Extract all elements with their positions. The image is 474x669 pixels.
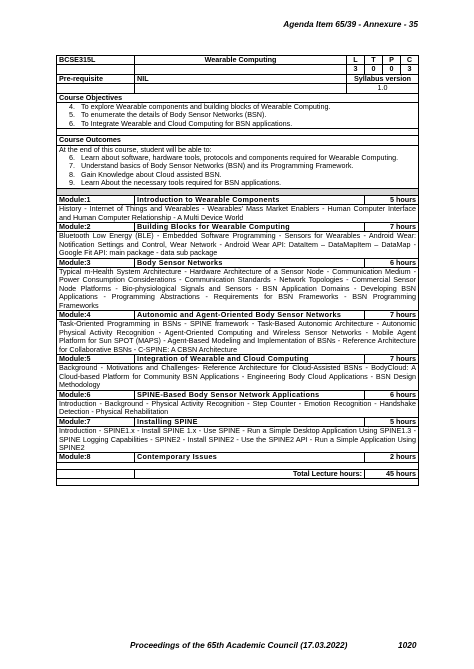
module-content-row bbox=[57, 205, 419, 223]
outcomes-heading-row bbox=[57, 136, 419, 145]
module-content-row bbox=[57, 427, 419, 453]
module-header-row bbox=[57, 355, 419, 364]
module-label: Module:2 bbox=[57, 222, 135, 231]
module-header-row bbox=[57, 258, 419, 267]
syllabus-table bbox=[56, 55, 419, 486]
module-title: SPINE-Based Body Sensor Network Applications bbox=[135, 390, 365, 399]
module-content-row bbox=[57, 232, 419, 258]
objectives-row bbox=[57, 103, 419, 129]
module-hours: 5 hours bbox=[365, 195, 419, 204]
module-hours: 7 hours bbox=[365, 310, 419, 319]
module-hours: 7 hours bbox=[365, 355, 419, 364]
syllabus-version-label: Syllabus version bbox=[347, 74, 419, 83]
page-header: Agenda Item 65/39 - Annexure - 35 bbox=[283, 19, 418, 29]
module-label: Module:7 bbox=[57, 417, 135, 426]
syllabus-version-value: 1.0 bbox=[347, 84, 419, 93]
objective-item: 6. To Integrate Wearable and Cloud Computing for BSN applications. bbox=[69, 118, 293, 128]
ltpc-label-t: T bbox=[365, 56, 383, 65]
module-title: Installing SPINE bbox=[135, 417, 365, 426]
outcomes-list bbox=[59, 154, 416, 188]
objectives-list bbox=[59, 103, 416, 128]
prereq-row bbox=[57, 74, 419, 83]
footer-page-number: 1020 bbox=[398, 640, 417, 650]
ltpc-label-c: C bbox=[401, 56, 419, 65]
module-title: Contemporary Issues bbox=[135, 453, 365, 462]
objective-item: 5. To enumerate the details of Body Sensor Networks (BSN). bbox=[69, 110, 267, 120]
module-hours: 6 hours bbox=[365, 390, 419, 399]
ltpc-value-c: 3 bbox=[401, 65, 419, 74]
module-content: Task-Oriented Programming in BSNs - SPINE framework - Task-Based Autonomic Architecture - Autonomic Physical Activity Recognition - Agent-Oriented Computing and Wireless Sensor Networks - Mobile Agent Platform for Sun SPOT (MAPS) - Agent-Based Modeling and Implementation of BSNs - Reference Architecture for Collaborative BSNs - C-SPINE: A CBSN Architecture bbox=[57, 320, 419, 355]
module-title: Building Blocks for Wearable Computing bbox=[135, 222, 365, 231]
course-title: Wearable Computing bbox=[135, 56, 347, 65]
prereq-label: Pre-requisite bbox=[57, 74, 135, 83]
ltpc-value-p: 0 bbox=[383, 65, 401, 74]
course-header-row bbox=[57, 56, 419, 65]
module-hours: 6 hours bbox=[365, 258, 419, 267]
module-header-row bbox=[57, 453, 419, 462]
module-title: Introduction to Wearable Components bbox=[135, 195, 365, 204]
outcome-item: 6. Learn about software, hardware tools, protocols and components required for Wearable Computing. bbox=[69, 153, 399, 163]
module-content: Background - Motivations and Challenges- Reference Architecture for Cloud-Assisted BSNs - BodyCloud: A Cloud-based Platform for Community BSN Applications - Engineering Body Cloud Applications - BSN Design Methodology bbox=[57, 364, 419, 390]
outcome-item: 7. Understand basics of Body Sensor Networks (BSN) and its Programming Framework. bbox=[69, 161, 354, 171]
module-hours: 2 hours bbox=[365, 453, 419, 462]
module-label: Module:5 bbox=[57, 355, 135, 364]
ltpc-value-l: 3 bbox=[347, 65, 365, 74]
module-title: Body Sensor Networks bbox=[135, 258, 365, 267]
module-header-row bbox=[57, 417, 419, 426]
outcomes-list-cell bbox=[57, 145, 419, 188]
module-title: Autonomic and Agent-Oriented Body Sensor Networks bbox=[135, 310, 365, 319]
ltpc-label-p: P bbox=[383, 56, 401, 65]
module-hours: 5 hours bbox=[365, 417, 419, 426]
outcome-item: 9. Learn About the necessary tools required for BSN applications. bbox=[69, 178, 282, 188]
prereq-value: NIL bbox=[135, 74, 347, 83]
outcome-item: 8. Gain Knowledge about Cloud assisted BSN. bbox=[69, 169, 222, 179]
module-content: Introduction - Background - Physical Activity Recognition - Step Counter - Emotion Recognition - Handshake Detection - Physical Rehabilitation bbox=[57, 400, 419, 418]
module-label: Module:8 bbox=[57, 453, 135, 462]
ltpc-label-l: L bbox=[347, 56, 365, 65]
ltpc-value-t: 0 bbox=[365, 65, 383, 74]
module-header-row bbox=[57, 195, 419, 204]
course-code: BCSE315L bbox=[57, 56, 135, 65]
ltpc-value-row bbox=[57, 65, 419, 74]
module-content: Typical m-Health System Architecture - Hardware Architecture of a Sensor Node - Communication Medium - Power Consumption Considerations - Communication Standards - Network Topologies - Commercial Sensor Node Platforms - Bio-physiological Signals and Sensors - BSN Application Domains - Developing BSN Applications - Programming Abstractions - Requirements for BSN Frameworks - BSN Programming Frameworks bbox=[57, 267, 419, 310]
module-header-row bbox=[57, 310, 419, 319]
module-content: Introduction - SPINE1.x - Install SPINE 1.x - Use SPINE - Run a Simple Desktop Application Using SPINE1.3 - SPINE Logging Capabilities - SPINE2 - Install SPINE2 - Use the SPINE2 API - Run a Simple Application Using SPINE2 bbox=[57, 427, 419, 453]
outcomes-row bbox=[57, 145, 419, 188]
module-header-row bbox=[57, 222, 419, 231]
module-label: Module:3 bbox=[57, 258, 135, 267]
objectives-heading: Course Objectives bbox=[57, 93, 419, 102]
footer-proceedings: Proceedings of the 65th Academic Council (17.03.2022) bbox=[130, 640, 348, 650]
module-label: Module:4 bbox=[57, 310, 135, 319]
module-label: Module:6 bbox=[57, 390, 135, 399]
objectives-list-cell bbox=[57, 103, 419, 129]
objectives-heading-row bbox=[57, 93, 419, 102]
module-content: Bluetooth Low Energy (BLE) - Embedded Software Programming - Sensors for Wearables - Android Wear: Notification Settings and Control, Wear Network - Android Wear API: DataItem – DataMapItem – DataMap - Google Fit API: main package - data sub package bbox=[57, 232, 419, 258]
total-row bbox=[57, 469, 419, 478]
module-content-row bbox=[57, 320, 419, 355]
total-value: 45 hours bbox=[365, 469, 419, 478]
total-label: Total Lecture hours: bbox=[135, 469, 365, 478]
module-content-row bbox=[57, 364, 419, 390]
module-content: History - Internet of Things and Wearables - Wearables' Mass Market Enablers - Human Computer Interface and Human Computer Relationship - A Multi Device World bbox=[57, 205, 419, 223]
outcomes-intro: At the end of this course, student will be able to: bbox=[59, 145, 212, 154]
module-header-row bbox=[57, 390, 419, 399]
module-content-row bbox=[57, 267, 419, 310]
syllabus-version-row bbox=[57, 84, 419, 93]
module-title: Integration of Wearable and Cloud Computing bbox=[135, 355, 365, 364]
module-label: Module:1 bbox=[57, 195, 135, 204]
syllabus-document bbox=[56, 55, 418, 486]
outcomes-heading: Course Outcomes bbox=[57, 136, 419, 145]
objective-item: 4. To explore Wearable components and building blocks of Wearable Computing. bbox=[69, 102, 331, 112]
module-hours: 7 hours bbox=[365, 222, 419, 231]
module-content-row bbox=[57, 400, 419, 418]
